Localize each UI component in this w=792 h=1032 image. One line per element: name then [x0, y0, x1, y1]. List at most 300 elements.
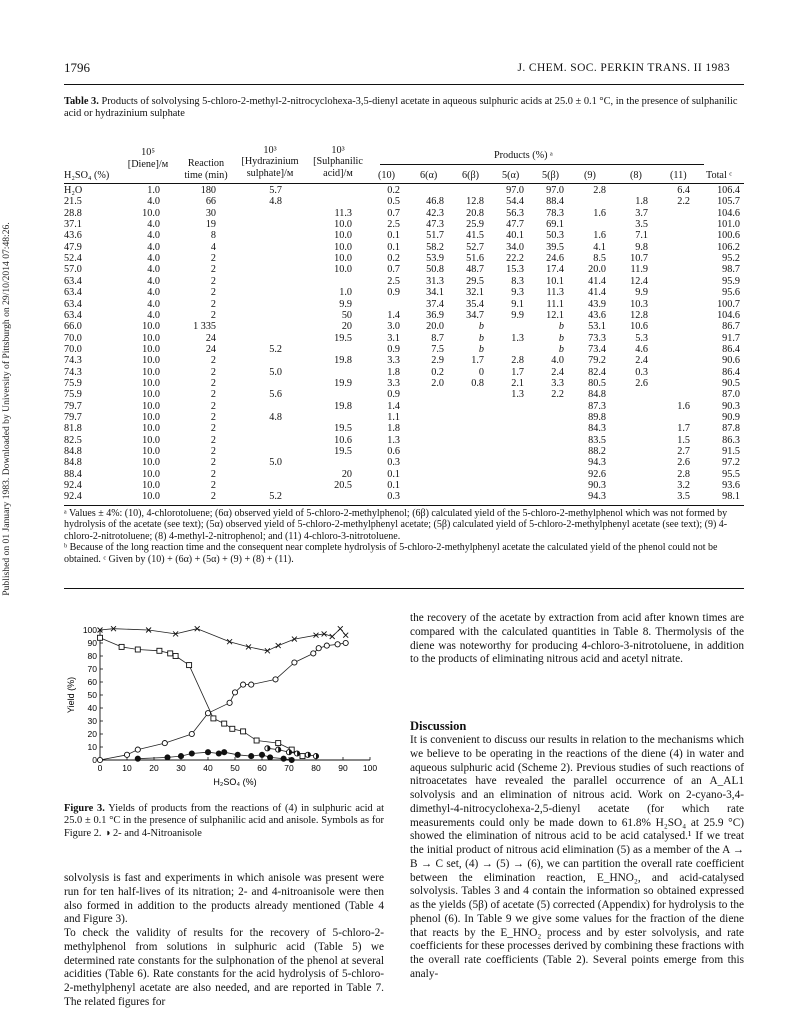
table-cell-p6a: 36.9	[426, 309, 444, 321]
data-point-open-circle	[227, 700, 232, 705]
left-column-text: solvolysis is fast and experiments in which anisole was present were run for ten half-lives of its nitration; 2- and 4-nitroanisole were then also formed in addition to the products already mentioned (Table 4 and Figure 3). To check the validity of results for the recovery of 5-chloro-2-methylphenol from solutions in sulphuric acid (Table 5) we determined rate constants for the sulphonation of the phenol at several acidities (Table 6). Rate constants for the acid hydrolysis of 5-chloro-2-methylphenyl acetate are also needed, and are reported in Table 7. The related figures for	[64, 872, 384, 1008]
table-cell-total: 100.6	[717, 230, 740, 242]
table-cell-time: 2	[210, 491, 216, 503]
table-cell-p10: 0.7	[387, 207, 400, 219]
figure-3-chart	[60, 620, 390, 787]
table-cell-p9: 1.6	[593, 230, 606, 242]
table-cell-p8: 10.3	[630, 298, 648, 310]
header-rule	[64, 84, 744, 85]
table-cell-p6a: 53.9	[426, 253, 444, 265]
table-cell-sulph: 10.0	[334, 219, 352, 231]
data-point-filled-circle	[249, 754, 254, 759]
table-cell-sulph: 10.0	[334, 241, 352, 253]
table-cell-time: 2	[210, 264, 216, 276]
table-cell-p10: 1.3	[387, 434, 400, 446]
table-cell-p10: 0.1	[387, 230, 400, 242]
table-cell-p9: 94.3	[588, 457, 606, 469]
table-cell-p9: 92.6	[588, 468, 606, 480]
table-cell-total: 86.3	[722, 434, 740, 446]
table-cell-p9: 43.6	[588, 309, 606, 321]
table-cell-p10: 0.3	[387, 457, 400, 469]
table-cell-total: 98.1	[722, 491, 740, 503]
table-cell-p10: 1.8	[387, 366, 400, 378]
table-cell-p9: 89.8	[588, 412, 606, 423]
table-cell-total: 87.0	[722, 389, 740, 401]
table-cell-p10: 0.9	[387, 287, 400, 299]
data-point-open-circle	[273, 677, 278, 682]
table-cell-total: 95.6	[722, 287, 740, 299]
y-tick-label: 80	[87, 651, 97, 661]
table-cell-p5a: 15.3	[506, 264, 524, 276]
table-cell-time: 2	[210, 480, 216, 492]
table-cell-total: 104.6	[717, 207, 740, 219]
table-cell-p5b: 3.3	[551, 377, 564, 389]
table-cell-p5a: 54.4	[506, 196, 524, 208]
table-cell-h2so4: 47.9	[64, 241, 82, 253]
table-cell-total: 101.0	[717, 219, 740, 231]
table-cell-h2so4: 21.5	[64, 196, 82, 208]
page-number: 1796	[64, 60, 90, 75]
table-cell-p5b: b	[558, 343, 564, 355]
table-cell-diene: 10.0	[142, 400, 160, 412]
table-cell-p8: 12.4	[630, 275, 648, 287]
table-cell-p5b: 17.4	[546, 264, 564, 276]
table-caption-text: Products of solvolysing 5-chloro-2-methyl-2-nitrocyclohexa-3,5-dienyl acetate in aqueous sulphuric acids at 25.0 ± 0.1 °C, in the presence of sulphanilic acid or hydrazinium sulphate	[64, 96, 738, 120]
table-cell-p5b: 12.1	[546, 309, 564, 321]
table-cell-total: 100.7	[717, 298, 740, 310]
table-cell-h2so4: 63.4	[64, 275, 82, 287]
table-cell-p9: 73.3	[588, 332, 606, 344]
footnote-rule	[64, 588, 744, 589]
right-column-top-text: the recovery of the acetate by extraction from acid after known times are compared with the calculated quantities in Table 8. Thermolysis of the diene was noteworthy for producing 4-chloro-3-nitrotoluene, in addition to the products of eliminating nitrous acid and acetyl nitrate.	[410, 612, 744, 666]
table-cell-total: 91.5	[722, 446, 740, 458]
table-cell-p5a: 34.0	[506, 241, 524, 253]
col-header-sulphanilic: 10³ [Sulphanilic acid]/м	[313, 145, 363, 179]
table-cell-sulph: 20.5	[334, 480, 352, 492]
table-cell-p5b: 78.3	[546, 207, 564, 219]
table-cell-h2so4: 63.4	[64, 298, 82, 310]
table-cell-p6b: 0.8	[471, 377, 484, 389]
table-cell-p10: 3.3	[387, 377, 400, 389]
table-cell-time: 66	[205, 196, 216, 208]
table-cell-time: 2	[210, 446, 216, 458]
table-cell-time: 2	[210, 309, 216, 321]
table-cell-time: 19	[205, 219, 216, 231]
table-cell-p5a: 97.0	[506, 185, 524, 196]
table-cell-p5a: 1.7	[511, 366, 524, 378]
table-cell-h2so4: 63.4	[64, 309, 82, 321]
y-tick-label: 30	[87, 716, 97, 726]
table-cell-p10: 0.7	[387, 264, 400, 276]
table-cell-diene: 4.0	[147, 253, 160, 265]
y-axis-label: Yield (%)	[66, 676, 76, 714]
data-point-open-circle	[241, 682, 246, 687]
data-point-x	[343, 633, 348, 638]
table-cell-p8: 2.6	[635, 377, 648, 389]
table-cell-diene: 10.0	[142, 332, 160, 344]
table-cell-h2so4: 88.4	[64, 468, 82, 480]
table-cell-p6a: 2.0	[431, 377, 444, 389]
y-tick-label: 50	[87, 690, 97, 700]
download-stamp: Published on 01 January 1983. Downloaded by University of Pittsburgh on 29/10/2014 07:48:26.	[1, 222, 12, 596]
x-tick-label: 30	[176, 763, 186, 773]
table-cell-time: 2	[210, 434, 216, 446]
table-cell-p5a: 9.1	[511, 298, 524, 310]
table-cell-total: 90.5	[722, 377, 740, 389]
table-cell-diene: 4.0	[147, 287, 160, 299]
table-cell-total: 86.4	[722, 366, 740, 378]
table-cell-p5b: 4.0	[551, 355, 564, 367]
table-cell-time: 2	[210, 253, 216, 265]
series-curve-open-square	[100, 638, 303, 756]
data-point-filled-circle	[216, 751, 221, 756]
y-tick-label: 70	[87, 664, 97, 674]
table-cell-diene: 10.0	[142, 321, 160, 333]
data-point-square	[135, 647, 140, 652]
data-point-open-circle	[135, 747, 140, 752]
table-cell-p6b: 35.4	[466, 298, 484, 310]
table-cell-p6a: 37.4	[426, 298, 444, 310]
table-cell-time: 2	[210, 355, 216, 367]
col-header-9: (9)	[584, 170, 596, 181]
table-cell-p10: 3.3	[387, 355, 400, 367]
col-header-10: (10)	[378, 170, 395, 181]
table-cell-p5b: 39.5	[546, 241, 564, 253]
table-cell-h2so4: 63.4	[64, 287, 82, 299]
table-cell-p9: 87.3	[588, 400, 606, 412]
table-cell-p10: 0.5	[387, 196, 400, 208]
table-cell-p10: 3.0	[387, 321, 400, 333]
table-cell-hydraz: 5.0	[269, 457, 282, 469]
data-point-square	[168, 651, 173, 656]
table-cell-diene: 10.0	[142, 412, 160, 423]
table-cell-p11: 6.4	[677, 185, 690, 196]
table-cell-p5b: 24.6	[546, 253, 564, 265]
x-tick-label: 20	[149, 763, 159, 773]
table-cell-sulph: 19.8	[334, 400, 352, 412]
table-cell-p9: 79.2	[588, 355, 606, 367]
table-cell-p6b: 41.5	[466, 230, 484, 242]
data-point-filled-circle	[235, 752, 240, 757]
col-header-5a: 5(α)	[502, 170, 520, 181]
table-cell-sulph: 10.6	[334, 434, 352, 446]
table-cell-sulph: 19.5	[334, 332, 352, 344]
data-point-filled-circle	[268, 755, 273, 760]
table-cell-p6a: 42.3	[426, 207, 444, 219]
table-body	[0, 185, 792, 505]
table-cell-diene: 10.0	[142, 355, 160, 367]
x-tick-label: 100	[362, 763, 378, 773]
table-cell-p8: 1.8	[635, 196, 648, 208]
data-point-filled-circle	[259, 752, 264, 757]
table-cell-h2so4: H₂O	[64, 185, 83, 196]
data-point-open-circle	[232, 690, 237, 695]
table-cell-h2so4: 57.0	[64, 264, 82, 276]
table-cell-p6a: 8.7	[431, 332, 444, 344]
table-header-rule	[64, 183, 744, 184]
table-cell-sulph: 19.5	[334, 446, 352, 458]
table-cell-p5b: 2.4	[551, 366, 564, 378]
discussion-text: It is convenient to discuss our results in relation to the mechanisms which we believe to be operating in the reactions of the diene (4) in water and aqueous sulphuric acid (Scheme 2). Previous studies of such reactions of nitroacetates have revealed the parallel occurrence of an A_AL1 solvolysis and an elimination of nitrous acid. Work on 2-cyano-3,4-dimethyl-4-nitrocyclohexa-2,5-dienyl acetate (for which rate measurements could only be made down to 61.8% H₂SO₄ at 25.9 °C) showed the elimination of nitrous acid to be acid catalysed.¹ If we treat the initial product of nitrous acid elimination (5) as a member of the A → B → C set, (4) → (5) → (6), we can partition the overall rate coefficient between the elimination reaction, E_HNO₂, and acid-catalysed solvolysis. Tables 3 and 4 contain the information so obtained expressed as the yields (5β) of acetate (5) corrected (Appendix) for hydrolysis to the phenol (6). In Table 9 we give some values for the fraction of the diene that reacts by the E_HNO₂ process and by ester solvolysis, and rate coefficients for these processes derived by combining these fractions with the overall rate coefficients (Table 2). Several points emerge from this analy-	[410, 734, 744, 980]
journal-header: J. CHEM. SOC. PERKIN TRANS. II 1983	[517, 62, 730, 74]
table-cell-time: 180	[200, 185, 216, 196]
table-cell-sulph: 10.0	[334, 264, 352, 276]
table-cell-p9: 84.3	[588, 423, 606, 435]
table-cell-hydraz: 5.2	[269, 343, 282, 355]
x-tick-label: 0	[97, 763, 103, 773]
table-cell-total: 90.3	[722, 400, 740, 412]
table-cell-total: 95.2	[722, 253, 740, 265]
table-cell-p10: 1.4	[387, 309, 400, 321]
table-footnotes	[64, 508, 744, 565]
data-point-square	[276, 741, 281, 746]
table-cell-time: 2	[210, 377, 216, 389]
data-point-square	[241, 729, 246, 734]
table-cell-h2so4: 82.5	[64, 434, 82, 446]
table-cell-p9: 8.5	[593, 253, 606, 265]
table-cell-p5a: 1.3	[511, 389, 524, 401]
table-cell-p10: 0.1	[387, 468, 400, 480]
table-cell-sulph: 10.0	[334, 253, 352, 265]
col-header-time: Reaction time (min)	[184, 158, 228, 181]
table-cell-p8: 0.3	[635, 366, 648, 378]
table-cell-p9: 84.8	[588, 389, 606, 401]
table-cell-time: 2	[210, 275, 216, 287]
table-cell-p8: 3.7	[635, 207, 648, 219]
table-cell-h2so4: 43.6	[64, 230, 82, 242]
data-point-filled-circle	[178, 754, 183, 759]
col-header-total: Total ᶜ	[706, 170, 732, 181]
y-tick-label: 0	[92, 755, 97, 765]
data-point-filled-circle	[165, 755, 170, 760]
table-cell-h2so4: 70.0	[64, 332, 82, 344]
table-cell-total: 106.2	[717, 241, 740, 253]
table-cell-h2so4: 92.4	[64, 491, 82, 503]
table-cell-p6a: 46.8	[426, 196, 444, 208]
table-cell-p9: 82.4	[588, 366, 606, 378]
x-tick-label: 40	[203, 763, 213, 773]
table-cell-h2so4: 70.0	[64, 343, 82, 355]
table-cell-diene: 4.0	[147, 230, 160, 242]
table-cell-p6a: 47.3	[426, 219, 444, 231]
table-cell-p6b: b	[478, 343, 484, 355]
table-cell-p8: 7.1	[635, 230, 648, 242]
table-cell-total: 93.6	[722, 480, 740, 492]
table-cell-time: 8	[210, 230, 216, 242]
table-cell-sulph: 50	[341, 309, 352, 321]
table-cell-total: 95.9	[722, 275, 740, 287]
table-cell-time: 24	[205, 332, 216, 344]
table-cell-total: 86.7	[722, 321, 740, 333]
data-point-square	[187, 663, 192, 668]
table-cell-p9: 41.4	[588, 287, 606, 299]
data-point-square	[222, 721, 227, 726]
table-cell-p9: 53.1	[588, 321, 606, 333]
table-cell-diene: 4.0	[147, 219, 160, 231]
table-cell-p6b: 48.7	[466, 264, 484, 276]
table-cell-diene: 10.0	[142, 207, 160, 219]
table-cell-h2so4: 74.3	[64, 366, 82, 378]
table-cell-p6b: 1.7	[471, 355, 484, 367]
data-point-x	[227, 639, 232, 644]
table-cell-diene: 4.0	[147, 196, 160, 208]
table-cell-h2so4: 75.9	[64, 377, 82, 389]
col-header-diene: 10⁵ [Diene]/м	[127, 147, 169, 170]
table-cell-p5a: 47.7	[506, 219, 524, 231]
data-point-filled-circle	[281, 756, 286, 761]
data-point-filled-circle	[189, 751, 194, 756]
data-point-open-circle	[292, 660, 297, 665]
table-cell-p6b: 12.8	[466, 196, 484, 208]
table-cell-diene: 10.0	[142, 457, 160, 469]
table-bottom-rule	[64, 505, 744, 506]
data-point-open-circle	[335, 642, 340, 647]
table-cell-p10: 0.2	[387, 253, 400, 265]
table-cell-h2so4: 84.8	[64, 446, 82, 458]
table-caption-label: Table 3.	[64, 96, 99, 107]
table-cell-hydraz: 5.2	[269, 491, 282, 503]
data-point-open-circle	[311, 651, 316, 656]
footnote-a: ᵃ Values ± 4%: (10), 4-chlorotoluene; (6α) observed yield of 5-chloro-2-methylphenol; (6β) calculated yield of the 5-chloro-2-methylphenol which was not formed by hydrolysis of the acetate (see text); (5α) observed yield of 5-chloro-2-methylphenyl acetate; (5β) calculated yield of 5-chloro-2-methylphenyl acetate (see text); (9) 4-chloro-2-nitrotoluene; (8) 4-methyl-2-nitrophenol; and (11) 4-chloro-3-nitrotoluene.	[64, 508, 728, 542]
y-tick-label: 20	[87, 729, 97, 739]
table-cell-diene: 10.0	[142, 446, 160, 458]
table-cell-p5b: 50.3	[546, 230, 564, 242]
data-point-open-circle	[249, 682, 254, 687]
table-cell-p6b: 32.1	[466, 287, 484, 299]
table-cell-p10: 0.2	[387, 185, 400, 196]
table-cell-p10: 2.5	[387, 275, 400, 287]
figure-caption-text: Yields of products from the reactions of (4) in sulphuric acid at 25.0 ± 0.1 °C in the presence of sulphanilic acid and anisole. Symbols as for Figure 2. ◑ 2- and 4-Nitroanisole	[64, 803, 384, 839]
table-cell-p6a: 20.0	[426, 321, 444, 333]
table-cell-p5a: 2.1	[511, 377, 524, 389]
table-cell-h2so4: 66.0	[64, 321, 82, 333]
table-cell-p10: 1.1	[387, 412, 400, 423]
footnote-b: ᵇ Because of the long reaction time and the consequent near complete hydrolysis of 5-chloro-2-methylphenyl acetate the calculated yield of the phenol could not be obtained.	[64, 542, 718, 565]
table-cell-h2so4: 84.8	[64, 457, 82, 469]
footnote-b-c	[64, 542, 744, 565]
table-cell-time: 2	[210, 423, 216, 435]
table-cell-p8: 2.4	[635, 355, 648, 367]
products-brace	[380, 164, 704, 165]
table-cell-p5a: 56.3	[506, 207, 524, 219]
col-header-11: (11)	[670, 170, 687, 181]
table-cell-diene: 4.0	[147, 298, 160, 310]
table-cell-p6a: 58.2	[426, 241, 444, 253]
table-cell-total: 98.7	[722, 264, 740, 276]
table-cell-p9: 4.1	[593, 241, 606, 253]
table-cell-sulph: 19.5	[334, 423, 352, 435]
y-tick-label: 60	[87, 677, 97, 687]
table-cell-p5b: 11.3	[546, 287, 564, 299]
table-cell-p8: 9.9	[635, 287, 648, 299]
data-point-x	[276, 643, 281, 648]
table-cell-total: 97.2	[722, 457, 740, 469]
table-cell-p5a: 22.2	[506, 253, 524, 265]
data-point-filled-circle	[205, 750, 210, 755]
table-cell-h2so4: 28.8	[64, 207, 82, 219]
table-cell-p6a: 34.1	[426, 287, 444, 299]
table-cell-total: 104.6	[717, 309, 740, 321]
table-cell-p9: 43.9	[588, 298, 606, 310]
table-cell-p11: 3.2	[677, 480, 690, 492]
table-cell-h2so4: 37.1	[64, 219, 82, 231]
table-cell-diene: 4.0	[147, 241, 160, 253]
col-header-8: (8)	[630, 170, 642, 181]
table-cell-p10: 2.5	[387, 219, 400, 231]
table-cell-time: 4	[210, 241, 216, 253]
table-cell-p5b: b	[558, 321, 564, 333]
table-cell-p10: 0.1	[387, 241, 400, 253]
table-cell-p6b: 25.9	[466, 219, 484, 231]
data-point-open-circle	[162, 741, 167, 746]
data-point-filled-circle	[135, 756, 140, 761]
table-cell-sulph: 10.0	[334, 230, 352, 242]
data-point-square	[98, 635, 103, 640]
x-tick-label: 80	[311, 763, 321, 773]
data-point-x	[195, 626, 200, 631]
data-point-x	[330, 634, 335, 639]
table-cell-p6b: 29.5	[466, 275, 484, 287]
table-caption	[64, 96, 744, 121]
data-point-open-circle	[97, 757, 102, 762]
table-cell-p5a: 9.9	[511, 309, 524, 321]
table-cell-p6a: 31.3	[426, 275, 444, 287]
table-cell-p8: 5.3	[635, 332, 648, 344]
table-cell-p11: 2.7	[677, 446, 690, 458]
figure-caption-label: Figure 3.	[64, 803, 105, 814]
x-tick-label: 90	[338, 763, 348, 773]
table-cell-time: 24	[205, 343, 216, 355]
table-cell-p6a: 2.9	[431, 355, 444, 367]
table-cell-time: 2	[210, 468, 216, 480]
table-cell-time: 2	[210, 287, 216, 299]
data-point-square	[211, 716, 216, 721]
data-point-open-circle	[205, 711, 210, 716]
table-cell-diene: 10.0	[142, 480, 160, 492]
table-cell-p8: 4.6	[635, 343, 648, 355]
table-cell-p5b: 2.2	[551, 389, 564, 401]
table-cell-total: 106.4	[717, 185, 740, 196]
table-cell-p8: 10.7	[630, 253, 648, 265]
table-cell-p6b: 0	[478, 366, 484, 378]
table-cell-p10: 0.9	[387, 389, 400, 401]
table-cell-sulph: 1.0	[339, 287, 352, 299]
table-cell-diene: 4.0	[147, 275, 160, 287]
data-point-open-circle	[124, 752, 129, 757]
table-cell-p9: 20.0	[588, 264, 606, 276]
x-tick-label: 60	[257, 763, 267, 773]
table-cell-p6a: 0.2	[431, 366, 444, 378]
table-cell-p5b: 97.0	[546, 185, 564, 196]
table-cell-diene: 10.0	[142, 343, 160, 355]
y-tick-label: 40	[87, 703, 97, 713]
table-cell-diene: 10.0	[142, 434, 160, 446]
table-cell-total: 86.4	[722, 343, 740, 355]
x-tick-label: 50	[230, 763, 240, 773]
table-cell-p9: 1.6	[593, 207, 606, 219]
table-cell-p9: 94.3	[588, 491, 606, 503]
table-cell-p5a: 1.3	[511, 332, 524, 344]
table-cell-p8: 11.9	[630, 264, 648, 276]
table-cell-sulph: 9.9	[339, 298, 352, 310]
table-cell-p6b: b	[478, 321, 484, 333]
table-cell-p8: 9.8	[635, 241, 648, 253]
table-cell-total: 87.8	[722, 423, 740, 435]
table-cell-p6a: 7.5	[431, 343, 444, 355]
table-cell-time: 2	[210, 412, 216, 423]
table-cell-diene: 10.0	[142, 491, 160, 503]
col-header-6a: 6(α)	[420, 170, 438, 181]
